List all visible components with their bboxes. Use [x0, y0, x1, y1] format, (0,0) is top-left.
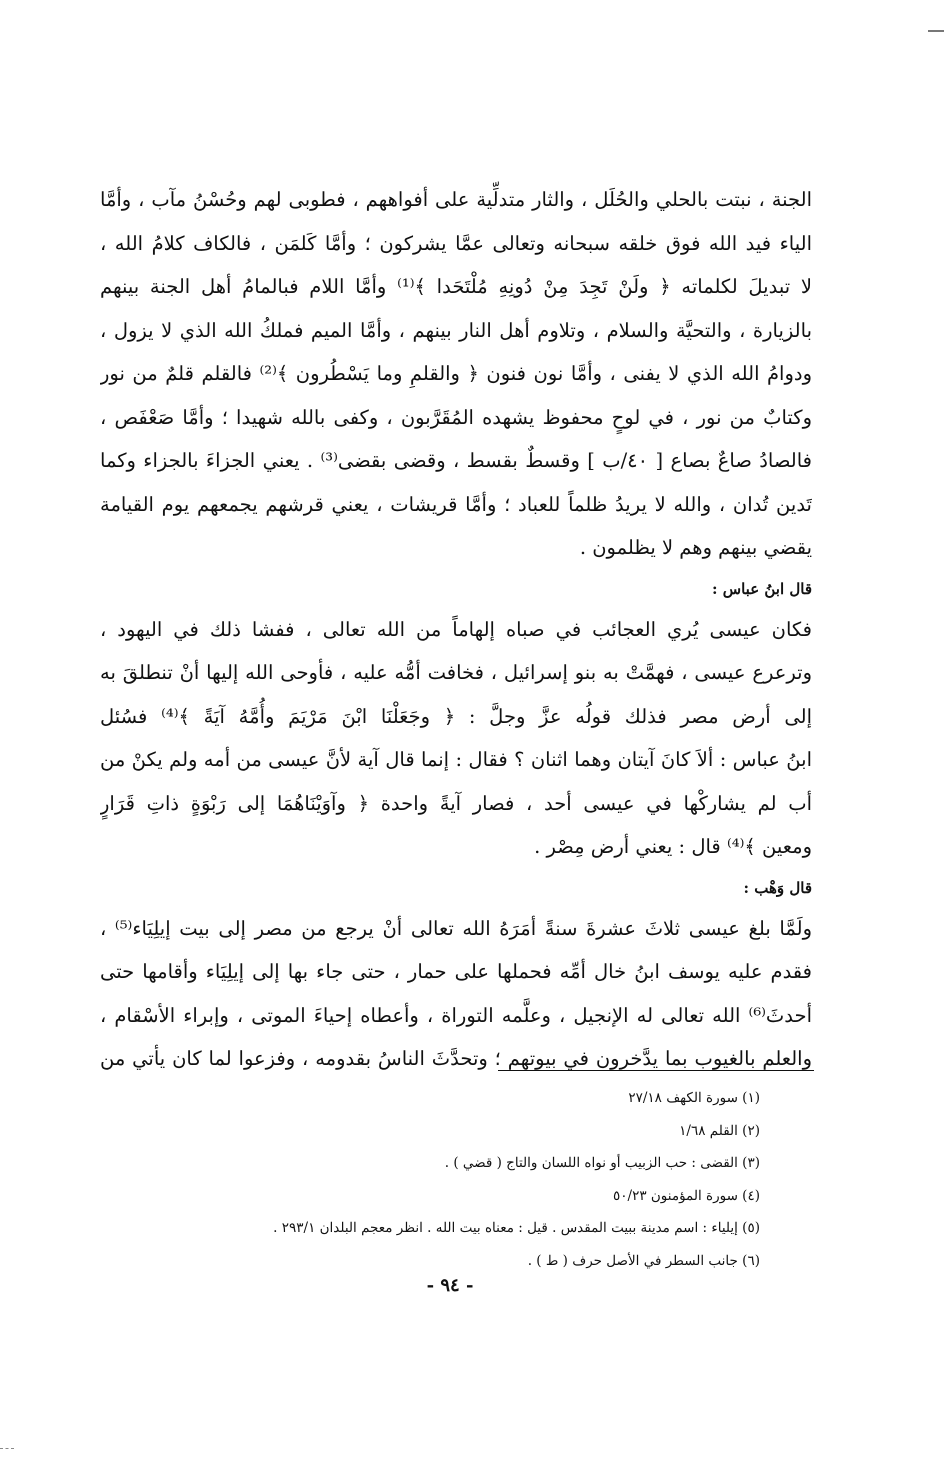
text-line: وكتابٌ من نور ، في لوحٍ محفوظ يشهده المُقَرَّبون ، وكفى بالله شهيدا ؛ وأمَّا صَعْفَص ، [100, 405, 812, 429]
footnote: (١) سورة الكهف ٢٧/١٨ [628, 1090, 760, 1106]
text-line: فكان عيسى يُري العجائب في صباه إلهاماً من الله تعالى ، ففشا ذلك في اليهود ، [100, 617, 812, 641]
text-line: الجنة ، نبتت بالحلي والحُلَل ، والثار متدلِّية على أفواههم ، فطوبى لهم وحُسْنُ مآب ، وأمَّا [100, 188, 812, 211]
text-line: بالزيارة ، والتحيَّة والسلام ، وتلاوم أهل النار بينهم ، وأمَّا الميم فملكُ الله الذي لا يزول ، [100, 318, 812, 342]
main-text [100, 178, 812, 1081]
footnote: (٦) جانب السطر في الأصل حرف ( ط ) . [527, 1252, 760, 1269]
text-line: فالصادُ صاعٌ بصاع [ ٤٠/ب ] وقسطٌ بقسط ، وقضى بقضى⁽³⁾ . يعني الجزاءَ بالجزاء وكما [100, 449, 812, 472]
text-line: أحدثَ⁽⁶⁾ الله تعالى له الإنجيل ، وعلَّمه التوراة ، وأعطاه إحياءَ الموتى ، وإبراء الأسْقام ، [100, 1003, 812, 1027]
text-line: ودوامُ الله الذي لا يفنى ، وأمَّا نون فنون ﴿ والقلمِ وما يَسْطُرون ﴾⁽²⁾ فالقلم قلمٌ من نور [100, 362, 812, 385]
text-line: يقضي بينهم وهم لا يظلمون . [579, 536, 812, 559]
footnote: (٥) إيلياء : اسم مدينة ببيت المقدس . قيل : معناه بيت الله . انظر معجم البلدان ٢٩٣/١ . [273, 1220, 760, 1236]
section-heading: قال وَهْب : [743, 878, 812, 897]
section-heading: قال ابنُ عباس : [712, 579, 812, 598]
text-line: ومعين ﴾⁽⁴⁾ قال : يعني أرض مِصْر . [534, 835, 812, 858]
text-line: الياء فيد الله فوق خلقه سبحانه وتعالى عمَّا يشركون ؛ وأمَّا كَلمَن ، فالكاف كلامُ الله ، [100, 231, 812, 255]
text-line: ابنُ عباس : ألاَ كانَ آيتان وهما اثنان ؟ فقال : إنما قال آية لأنَّ عيسى من أمه ولم يكنْ من [100, 748, 812, 771]
text-line: أب لم يشاركْها في عيسى أحد ، فصار آيةً واحدة ﴿ وآوَيْنَاهُمَا إلى رَبْوَةٍ ذاتِ قَرَارٍ [100, 791, 812, 815]
footnotes [100, 1082, 760, 1277]
text-line: تَدين تُدان ، والله لا يريدُ ظلماً للعباد ؛ وأمَّا قريشات ، يعني قرشهم يجمعهم يوم القيامة [100, 492, 812, 516]
footnote: (٢) القلم ١/٦٨ [679, 1122, 760, 1139]
footnote-rule [498, 1070, 814, 1071]
text-line: إلى أرض مصر فذلك قولُه عزَّ وجلَّ : ﴿ وجَعَلْنَا ابْنَ مَرْيَمَ وأُمَّهُ آيَةً ﴾⁽⁴⁾ فسُئل [100, 704, 812, 728]
text-line: والعلم بالغيوب بما يدَّخرون في بيوتهم ؛ وتحدَّثَ الناسُ بقدومه ، وفزعوا لما كان يأتي من [100, 1047, 812, 1070]
page-number: - ٩٤ - [426, 1275, 474, 1296]
scan-edge-mark [0, 1448, 14, 1450]
text-line: فقدم عليه يوسف ابنُ خال أمِّه فحملها على حمار ، حتى جاء بها إلى إيلِيَاء وأقامها حتى [100, 960, 812, 983]
footnote: (٤) سورة المؤمنون ٥٠/٢٣ [613, 1187, 760, 1204]
scan-edge-mark [928, 30, 944, 32]
text-line: وترعرع عيسى ، فهمَّتْ به بنو إسرائيل ، فخافت أمُّه عليه ، فأوحى الله إليها أنْ تنطلقَ به [100, 661, 812, 684]
footnote: (٣) القضى : حب الزبيب أو نواه اللسان والتاج ( قضي ) . [444, 1155, 760, 1171]
text-line: لا تبديلَ لكلماته ﴿ ولَنْ تَجِدَ مِنْ دُونِهِ مُلْتَحَدا ﴾⁽¹⁾ وأمَّا اللام فبالمامُ أهل الجنة بينهم [100, 275, 812, 298]
text-line: ولَمَّا بلغ عيسى ثلاثَ عشرةَ سنةً أمَرَهُ الله تعالى أنْ يرجع من مصر إلى بيت إيلِيَاء⁽⁵⁾ ، [100, 916, 812, 940]
